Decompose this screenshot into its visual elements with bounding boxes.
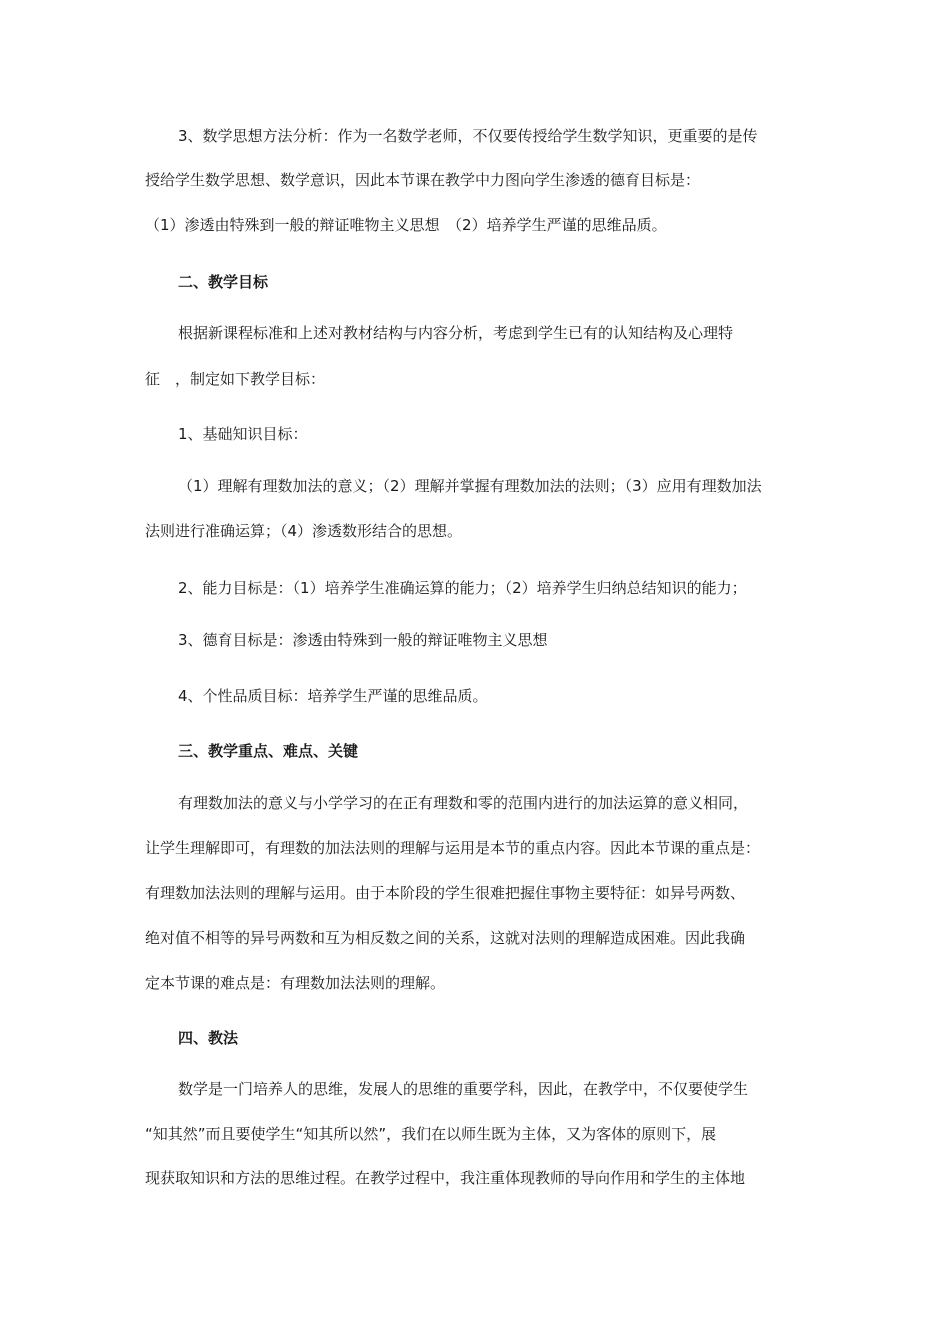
paragraph-line: 定本节课的难点是：有理数加法法则的理解。 [145, 974, 446, 992]
paragraph-line: “知其然”而且要使学生“知其所以然”，我们在以师生既为主体，又为客体的原则下，展 [145, 1125, 717, 1143]
paragraph-line: 征 ，制定如下教学目标： [145, 370, 326, 388]
section-heading: 三、教学重点、难点、关键 [178, 742, 359, 760]
section-heading: 四、教法 [178, 1029, 239, 1047]
paragraph-line: 绝对值不相等的异号两数和互为相反数之间的关系，这就对法则的理解造成困难。因此我确 [145, 929, 746, 947]
paragraph-line: 数学是一门培养人的思维，发展人的思维的重要学科，因此，在教学中，不仅要使学生 [178, 1080, 749, 1098]
paragraph-line: 3、德育目标是：渗透由特殊到一般的辩证唯物主义思想 [178, 631, 548, 649]
paragraph-line: 有理数加法法则的理解与运用。由于本阶段的学生很难把握住事物主要特征：如异号两数、 [145, 884, 746, 902]
paragraph-line: 根据新课程标准和上述对教材结构与内容分析，考虑到学生已有的认知结构及心理特 [178, 324, 734, 342]
paragraph-line: 现获取知识和方法的思维过程。在教学过程中，我注重体现教师的导向作用和学生的主体地 [145, 1169, 746, 1187]
paragraph-line: （1）理解有理数加法的意义；（2）理解并掌握有理数加法的法则；（3）应用有理数加法 [178, 477, 762, 495]
paragraph-line: 3、数学思想方法分析：作为一名数学老师，不仅要传授给学生数学知识，更重要的是传 [178, 127, 758, 145]
paragraph-line: 2、能力目标是：（1）培养学生准确运算的能力；（2）培养学生归纳总结知识的能力； [178, 579, 747, 597]
paragraph-line: 1、基础知识目标： [178, 425, 308, 443]
paragraph-line: 有理数加法的意义与小学学习的在正有理数和零的范围内进行的加法运算的意义相同， [178, 794, 749, 812]
section-heading: 二、教学目标 [178, 273, 269, 291]
paragraph-line: 4、个性品质目标：培养学生严谨的思维品质。 [178, 687, 488, 705]
paragraph-line: 法则进行准确运算；（4）渗透数形结合的思想。 [145, 522, 463, 540]
paragraph-line: （1）渗透由特殊到一般的辩证唯物主义思想 （2）培养学生严谨的思维品质。 [145, 216, 667, 234]
paragraph-line: 授给学生数学思想、数学意识，因此本节课在教学中力图向学生渗透的德育目标是： [145, 171, 701, 189]
paragraph-line: 让学生理解即可，有理数的加法法则的理解与运用是本节的重点内容。因此本节课的重点是： [145, 839, 761, 857]
